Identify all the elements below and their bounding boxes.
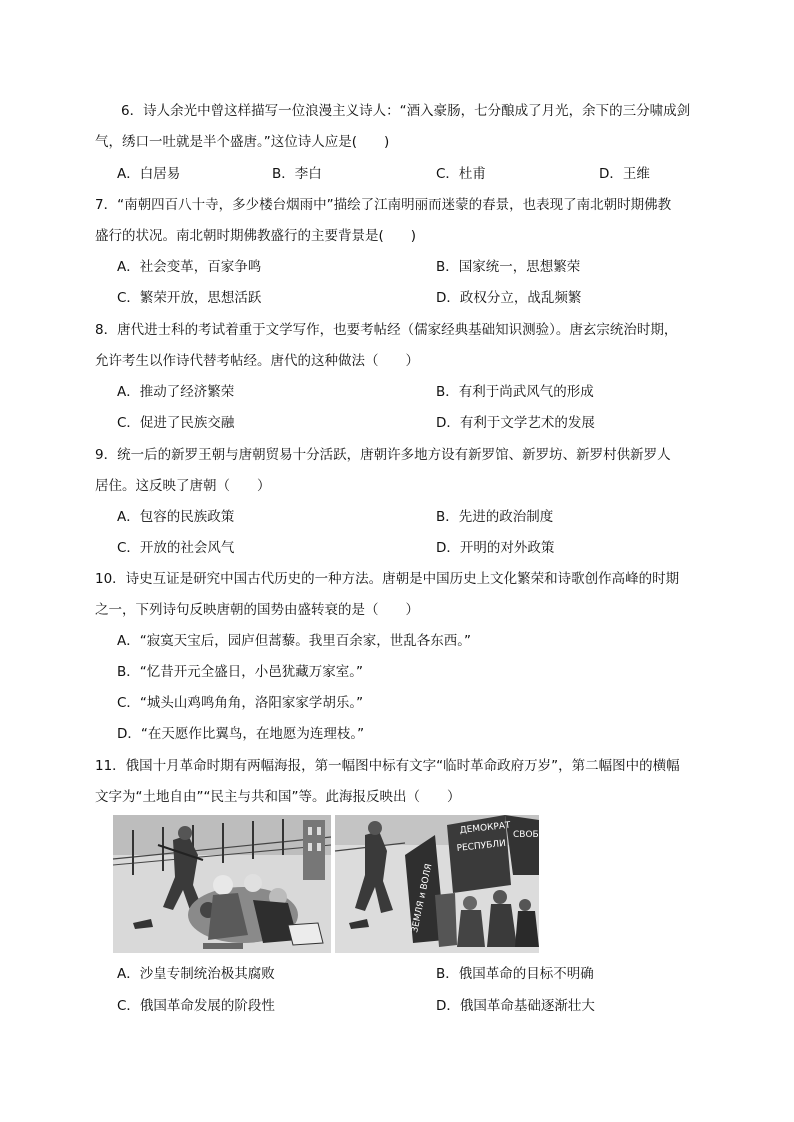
question-7-option-a: A．社会变革，百家争鸣 <box>117 259 262 275</box>
question-8-option-c: C．促进了民族交融 <box>117 415 235 431</box>
poster-1-image <box>113 815 331 953</box>
question-8-stem-line-2: 允许考生以作诗代替考帖经。唐代的这种做法（ ） <box>95 353 419 369</box>
question-11-option-b: B．俄国革命的目标不明确 <box>436 966 594 982</box>
question-11-stem-line-2: 文字为“土地自由”“民主与共和国”等。此海报反映出（ ） <box>95 789 461 805</box>
question-7-option-d: D．政权分立，战乱频繁 <box>436 290 582 306</box>
question-6-option-b: B．李白 <box>272 166 322 182</box>
question-7-stem-line-2: 盛行的状况。南北朝时期佛教盛行的主要背景是( ) <box>95 228 417 244</box>
question-8-option-b: B．有利于尚武风气的形成 <box>436 384 594 400</box>
banner-text-freedom: СВОБО <box>513 830 546 840</box>
question-7-option-c: C．繁荣开放，思想活跃 <box>117 290 262 306</box>
question-10-option-d: D．“在天愿作比翼鸟，在地愿为连理枝。” <box>117 726 365 742</box>
question-9-option-a: A．包容的民族政策 <box>117 509 235 525</box>
question-11-option-c: C．俄国革命发展的阶段性 <box>117 998 275 1014</box>
question-9-option-d: D．开明的对外政策 <box>436 540 555 556</box>
question-7-stem-line-1: 7．“南朝四百八十寺，多少楼台烟雨中”描绘了江南明丽而迷蒙的春景，也表现了南北朝时期佛教 <box>95 197 672 213</box>
question-10-stem-line-1: 10．诗史互证是研究中国古代历史的一种方法。唐朝是中国历史上文化繁荣和诗歌创作高峰的时期 <box>95 571 680 587</box>
revolution-posters-figure <box>113 815 546 953</box>
question-9-stem-line-2: 居住。这反映了唐朝（ ） <box>95 478 271 494</box>
banner-text-democrat: ДЕМОКРАТ <box>459 820 512 836</box>
question-10-stem-line-2: 之一，下列诗句反映唐朝的国势由盛转衰的是（ ） <box>95 602 419 618</box>
question-6-option-a: A．白居易 <box>117 166 181 182</box>
question-9-option-b: B．先进的政治制度 <box>436 509 554 525</box>
question-11-option-a: A．沙皇专制统治极其腐败 <box>117 966 275 982</box>
question-10-option-a: A．“寂寞天宝后，园庐但蒿藜。我里百余家，世乱各东西。” <box>117 633 471 649</box>
question-7-option-b: B．国家统一，思想繁荣 <box>436 259 581 275</box>
poster-2-image <box>335 815 546 953</box>
question-10-option-b: B．“忆昔开元全盛日，小邑犹藏万家室。” <box>117 664 363 680</box>
banner-text-land-and-liberty: ЗЕМЛЯ и ВОЛЯ <box>410 862 435 934</box>
question-11-option-d: D．俄国革命基础逐渐壮大 <box>436 998 595 1014</box>
question-9-stem-line-1: 9．统一后的新罗王朝与唐朝贸易十分活跃，唐朝许多地方设有新罗馆、新罗坊、新罗村供新罗人 <box>95 447 671 463</box>
question-8-option-a: A．推动了经济繁荣 <box>117 384 235 400</box>
banner-text-republic: РЕСПУБЛИ <box>456 838 507 854</box>
question-6-stem-line-1: 6．诗人余光中曾这样描写一位浪漫主义诗人：“酒入豪肠，七分酿成了月光，余下的三分啸成剑 <box>121 103 691 119</box>
question-6-stem-line-2: 气，绣口一吐就是半个盛唐。”这位诗人应是( ) <box>95 134 390 150</box>
question-11-stem-line-1: 11．俄国十月革命时期有两幅海报，第一幅图中标有文字“临时革命政府万岁”，第二幅图中的横幅 <box>95 758 680 774</box>
question-9-option-c: C．开放的社会风气 <box>117 540 235 556</box>
question-6-option-c: C．杜甫 <box>436 166 486 182</box>
question-10-option-c: C．“城头山鸡鸣角角，洛阳家家学胡乐。” <box>117 695 364 711</box>
question-8-option-d: D．有利于文学艺术的发展 <box>436 415 595 431</box>
question-8-stem-line-1: 8．唐代进士科的考试着重于文学写作，也要考帖经（儒家经典基础知识测验）。唐玄宗统治时期， <box>95 322 678 338</box>
question-6-option-d: D．王维 <box>599 166 650 182</box>
